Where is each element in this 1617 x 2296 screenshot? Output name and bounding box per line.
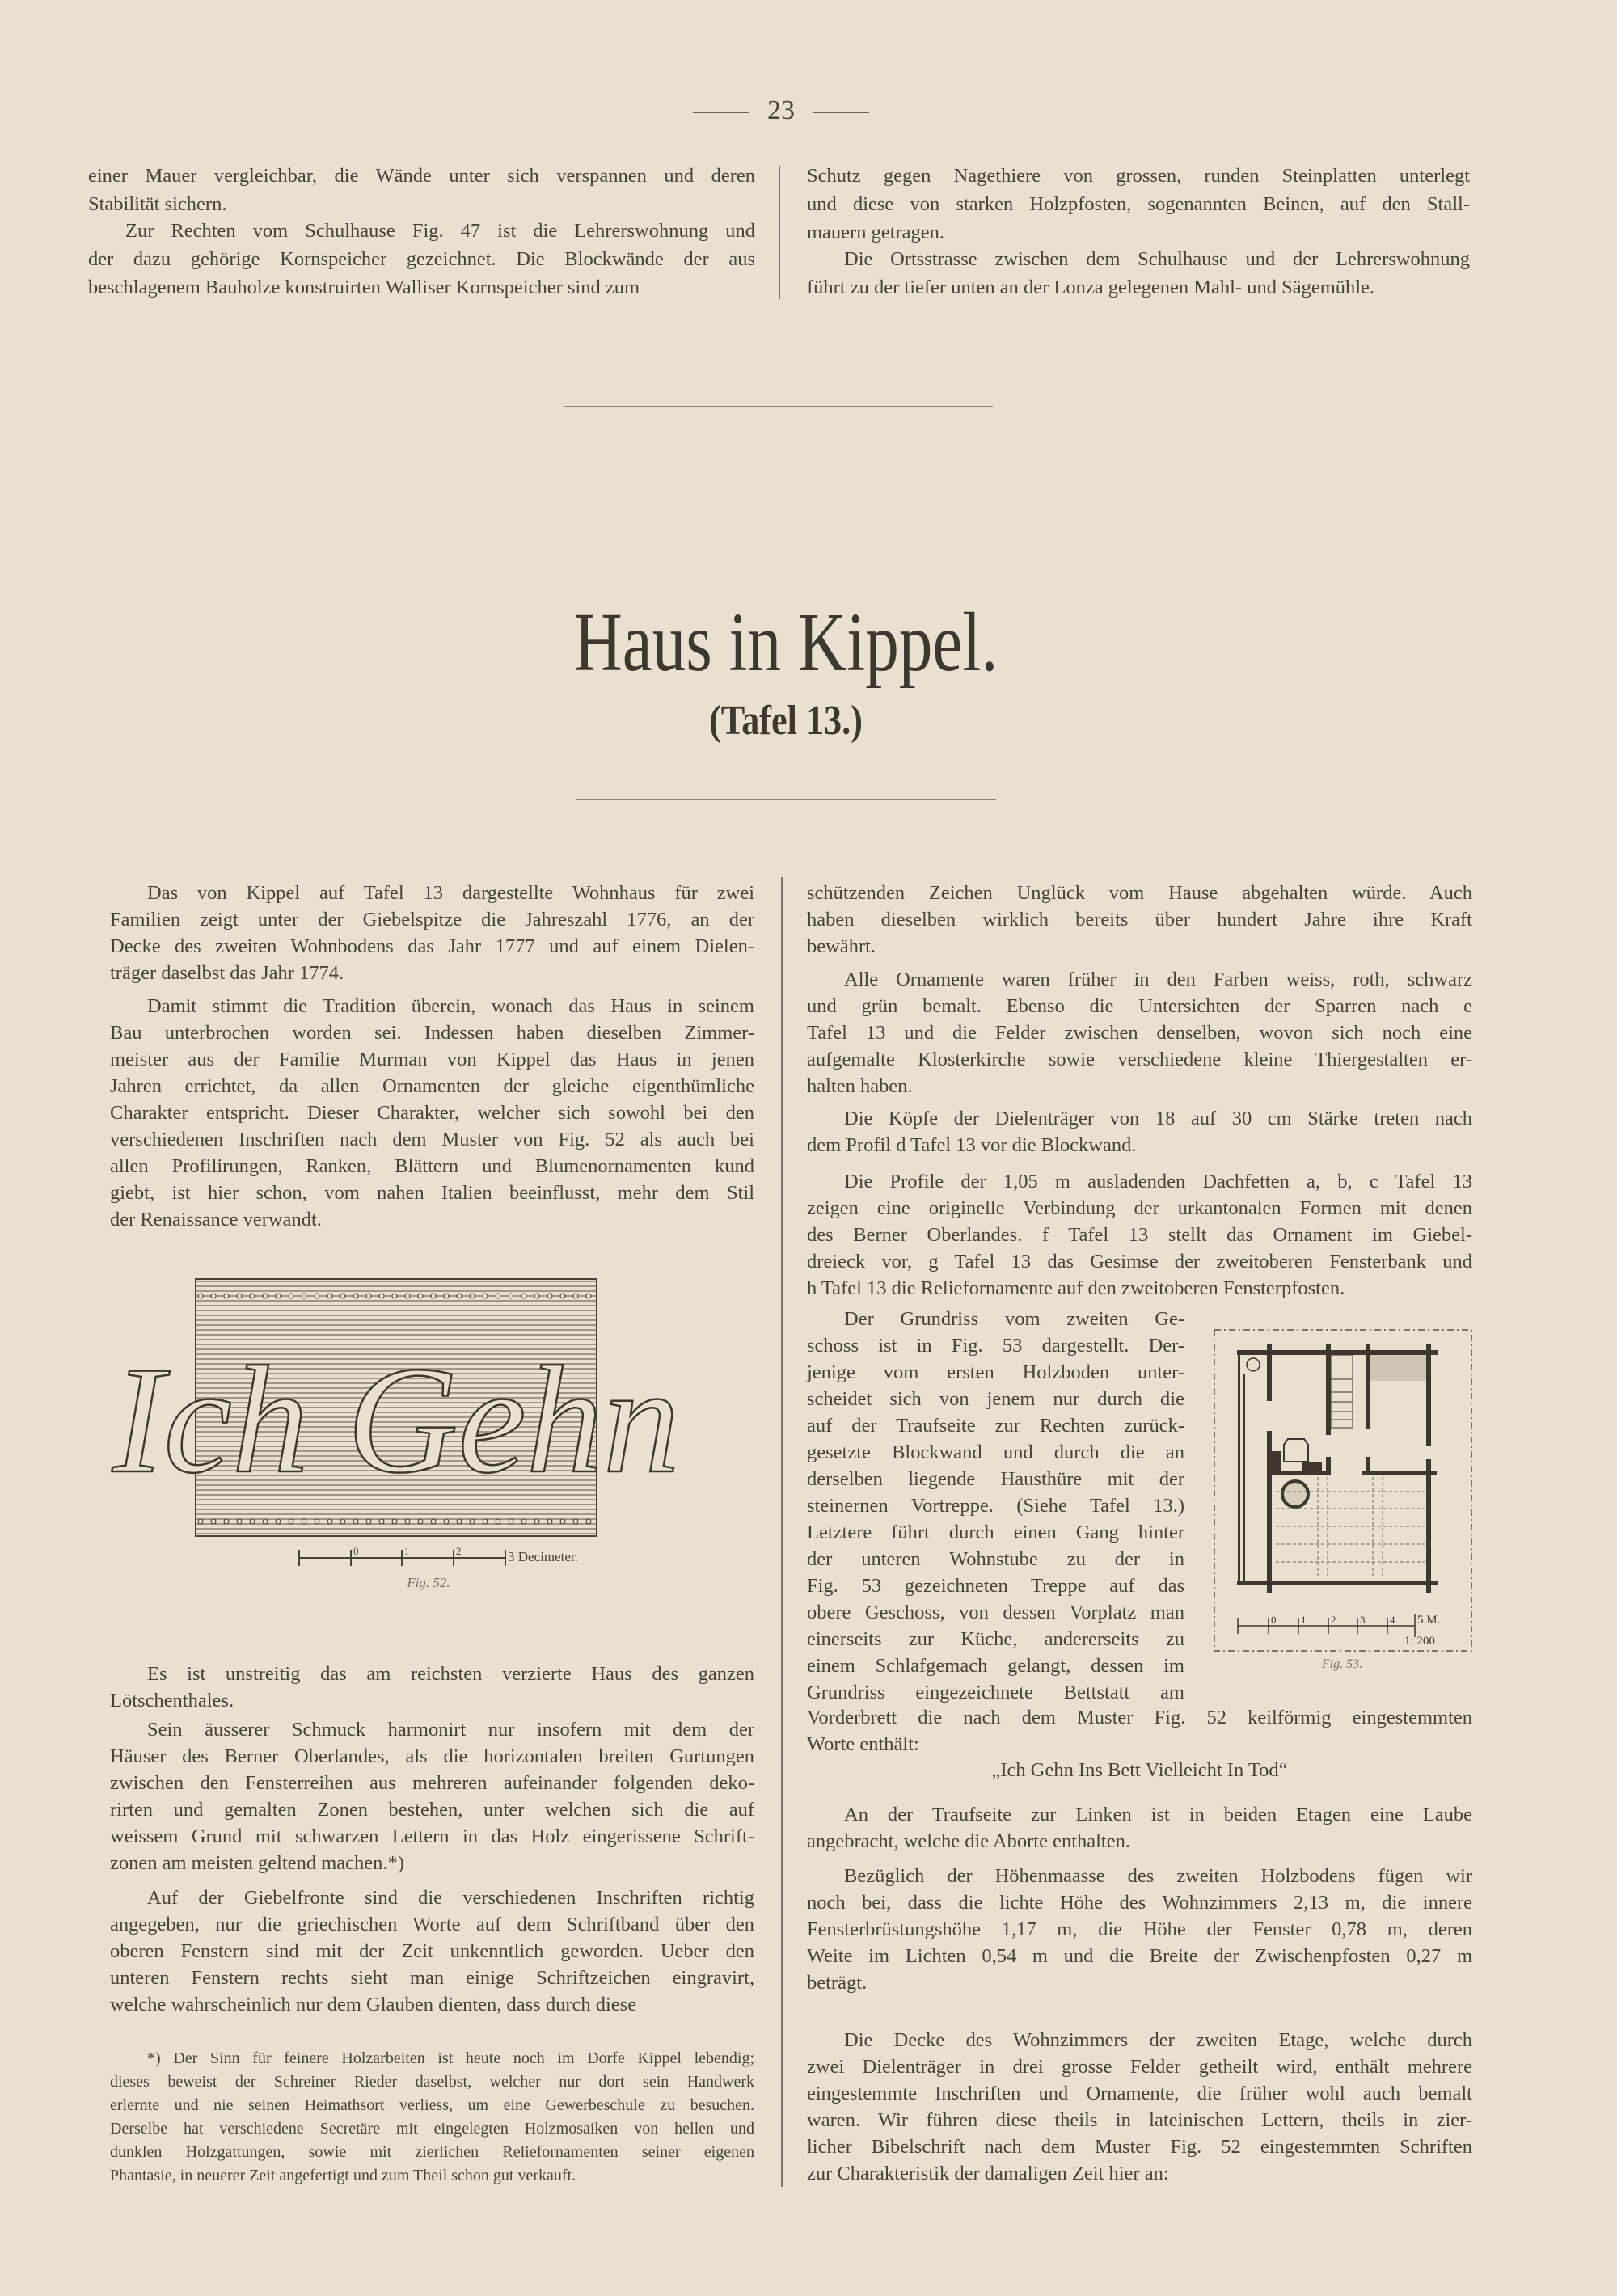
ornament-dot: [534, 1294, 539, 1298]
top-left-para-1: [88, 162, 755, 218]
text-line: Fig. 53 gezeichneten Treppe auf das: [807, 1575, 1184, 1597]
scale-label-2: 2: [456, 1545, 462, 1557]
ornament-dot: [509, 1519, 513, 1524]
text-line: aufgemalte Klosterkirche sowie verschiedene kleine Thiergestalten er-: [807, 1049, 1472, 1070]
text-line: führt zu der tiefer unten an der Lonza gelegenen Mahl- und Sägemühle.: [807, 276, 1375, 298]
text-line: zwischen den Fensterreihen aus mehreren aufeinander folgenden deko-: [110, 1772, 754, 1794]
text-line: Lötschenthales.: [110, 1690, 234, 1711]
ornament-dot: [276, 1519, 281, 1524]
text-line: einer Mauer vergleichbar, die Wände unter sich verspannen und deren: [88, 165, 755, 187]
text-line: Worte enthält:: [807, 1733, 919, 1755]
text-line: Weite im Lichten 0,54 m und die Breite der Zwischenpfosten 0,27 m: [807, 1945, 1472, 1967]
column-divider-top: [779, 166, 780, 299]
inscription-lettering: Ich Gehn: [112, 1336, 680, 1505]
ornament-dot: [224, 1294, 229, 1298]
right-para-5-cont: [807, 1704, 1472, 1758]
ornament-dot: [211, 1519, 216, 1524]
text-line: Die Ortsstrasse zwischen dem Schulhause und der Lehrerswohnung: [844, 248, 1470, 270]
ornament-dot: [496, 1294, 500, 1298]
ornament-dot: [211, 1294, 216, 1298]
left-para-3: [110, 1661, 754, 1714]
ornament-dot: [224, 1519, 229, 1524]
plan-scale-2: 2: [1331, 1614, 1336, 1626]
ornament-dot: [237, 1294, 242, 1298]
text-line: der Renaissance verwandt.: [110, 1209, 322, 1230]
bed-hatch: [1370, 1355, 1426, 1381]
text-line: mauern getragen.: [807, 222, 945, 243]
text-line: zur Charakteristik der damaligen Zeit hier an:: [807, 2163, 1169, 2184]
ornament-dot: [521, 1294, 526, 1298]
right-para-1: [807, 880, 1472, 960]
text-line: Letztere führt durch einen Gang hinter: [807, 1522, 1184, 1543]
ornament-dot: [327, 1294, 332, 1298]
text-line: Das von Kippel auf Tafel 13 dargestellte Wohnhaus für zwei: [147, 882, 754, 904]
text-line: verschiedenen Inschriften nach dem Muster von Fig. 52 als auch bei: [110, 1129, 754, 1150]
top-right-para-1: [807, 162, 1470, 247]
left-para-4: [110, 1716, 754, 1876]
right-para-2: [807, 966, 1472, 1099]
ornament-dot: [444, 1294, 449, 1298]
staircase: [1331, 1355, 1353, 1428]
text-line: licher Bibelschrift nach dem Muster Fig. 52 eingestemmten Schriften: [807, 2136, 1472, 2158]
text-line: Bezüglich der Höhenmaasse des zweiten Holzbodens fügen wir: [844, 1865, 1472, 1887]
text-line: beschlagenem Bauholze konstruirten Walliser Kornspeicher sind zum: [88, 276, 640, 298]
ornament-dot: [560, 1294, 565, 1298]
left-para-2: [110, 993, 754, 1233]
plan-scale-5: 5 M.: [1417, 1614, 1441, 1627]
stove: [1282, 1481, 1308, 1507]
right-para-7: [807, 1863, 1472, 1996]
ornament-dot: [392, 1519, 397, 1524]
ornament-dot: [521, 1519, 526, 1524]
text-line: und grün bemalt. Ebenso die Untersichten der Sparren nach e: [807, 995, 1472, 1017]
ornament-dot: [366, 1294, 371, 1298]
text-line: angebracht, welche die Aborte enthalten.: [807, 1830, 1130, 1852]
ornament-dot: [263, 1294, 268, 1298]
section-rule-bottom: [576, 799, 996, 800]
ornament-dot: [276, 1294, 281, 1298]
ornament-dot: [263, 1519, 268, 1524]
ornament-dot: [573, 1294, 578, 1298]
ornament-dot: [405, 1519, 410, 1524]
text-line: Familien zeigt unter der Giebelspitze die Jahreszahl 1776, an der: [110, 909, 754, 931]
ornament-dot: [289, 1294, 293, 1298]
scale-label-1: 1: [404, 1545, 410, 1557]
left-para-1: [110, 880, 754, 986]
text-line: einerseits zur Küche, andererseits zu: [807, 1628, 1184, 1650]
ornament-dot: [547, 1294, 552, 1298]
hearth-circle: [1247, 1358, 1260, 1371]
text-line: derselben liegende Hausthüre mit der: [807, 1468, 1184, 1490]
text-line: Derselbe hat verschiedene Secretäre mit eingelegten Holzmosaiken von hellen und: [110, 2120, 754, 2138]
ornament-dot: [289, 1519, 293, 1524]
text-line: weissem Grund mit schwarzen Lettern in das Holz eingerissene Schrift-: [110, 1825, 754, 1847]
scale-label-0: 0: [353, 1545, 359, 1557]
right-para-5: [807, 1306, 1184, 1706]
ornament-dot: [237, 1519, 242, 1524]
text-line: der unteren Wohnstube zu der in: [807, 1548, 1184, 1570]
text-line: halten haben.: [807, 1075, 913, 1097]
text-line: Auf der Giebelfronte sind die verschiedenen Inschriften richtig: [147, 1887, 754, 1909]
figure-52-inscription: [112, 1269, 687, 1609]
text-line: träger daselbst das Jahr 1774.: [110, 962, 344, 984]
text-line: allen Profilirungen, Ranken, Blättern und Blumenornamenten kund: [110, 1155, 754, 1177]
scale-bar-53: [1238, 1614, 1415, 1637]
text-line: Grundriss eingezeichnete Bettstatt am: [807, 1682, 1184, 1703]
text-line: zeigen eine originelle Verbindung der urkantonalen Formen mit denen: [807, 1197, 1472, 1219]
ornament-dot: [431, 1294, 436, 1298]
page-number: [0, 95, 1562, 126]
text-line: dreieck vor, g Tafel 13 das Gesimse der zweitoberen Fensterbank und: [807, 1251, 1472, 1273]
ornament-dot: [431, 1519, 436, 1524]
ornament-dot: [315, 1294, 319, 1298]
text-line: Bau unterbrochen worden sei. Indessen haben dieselben Zimmer-: [110, 1022, 754, 1044]
plan-scale-4: 4: [1390, 1614, 1395, 1626]
text-line: des Berner Oberlandes. f Tafel 13 stellt das Ornament im Giebel-: [807, 1224, 1472, 1246]
ornament-dot: [340, 1519, 345, 1524]
text-line: Charakter entspricht. Dieser Charakter, welcher sich sowohl bei den: [110, 1102, 754, 1124]
text-line: oberen Fenstern sind mit der Zeit unkenntlich geworden. Ueber den: [110, 1940, 754, 1962]
ornament-dot: [483, 1519, 488, 1524]
text-line: einem Schlafgemach gelangt, dessen im: [807, 1655, 1184, 1677]
plan-walls: [1237, 1344, 1438, 1593]
page-subtitle: (Tafel 13.): [709, 698, 863, 744]
text-line: scheidet sich von jenem nur durch die: [807, 1388, 1184, 1410]
text-line: Alle Ornamente waren früher in den Farben weiss, roth, schwarz: [844, 969, 1472, 990]
ornament-dot: [586, 1294, 591, 1298]
column-divider: [781, 877, 783, 2187]
text-line: schützenden Zeichen Unglück vom Hause abgehalten würde. Auch: [807, 882, 1472, 904]
ornament-dot: [560, 1519, 565, 1524]
plan-scale-0: 0: [1271, 1614, 1277, 1626]
text-line: welche wahrscheinlich nur dem Glauben dienten, dass durch diese: [110, 1994, 637, 2015]
ornament-dot: [457, 1519, 462, 1524]
figure-53-floor-plan: [1205, 1318, 1496, 1682]
plan-scale-ratio: 1: 200: [1404, 1635, 1435, 1648]
inscription-quote: „Ich Gehn Ins Bett Vielleicht In Tod“: [991, 1759, 1288, 1781]
text-line: Die Köpfe der Dielenträger von 18 auf 30 cm Stärke treten nach: [844, 1108, 1472, 1129]
ornament-dot: [457, 1294, 462, 1298]
footnote: [110, 2047, 754, 2188]
left-para-5: [110, 1884, 754, 2018]
ornament-dot: [327, 1519, 332, 1524]
ornament-dot: [366, 1519, 371, 1524]
text-line: bewährt.: [807, 935, 876, 957]
text-line: auf der Traufseite zur Rechten zurück-: [807, 1415, 1184, 1437]
right-para-6: [807, 1801, 1472, 1855]
text-line: dunklen Holzgattungen, sowie mit zierlichen Reliefornamenten seiner eigenen: [110, 2143, 754, 2161]
text-line: jenige vom ersten Holzboden unter-: [807, 1361, 1184, 1383]
text-line: *) Der Sinn für feinere Holzarbeiten ist heute noch im Dorfe Kippel lebendig;: [147, 2049, 754, 2067]
ornament-dot: [470, 1519, 475, 1524]
right-para-3: [807, 1105, 1472, 1159]
ornament-dot: [250, 1519, 255, 1524]
text-line: Der Grundriss vom zweiten Ge-: [844, 1308, 1184, 1330]
text-line: Häuser des Berner Oberlandes, als die horizontalen breiten Gurtungen: [110, 1745, 754, 1767]
text-line: Damit stimmt die Tradition überein, wonach das Haus in seinem: [147, 995, 754, 1017]
scale-label-3: 3 Decimeter.: [508, 1549, 578, 1564]
text-line: Es ist unstreitig das am reichsten verzierte Haus des ganzen: [147, 1663, 754, 1685]
page-title: Haus in Kippel.: [573, 596, 998, 689]
text-line: haben dieselben wirklich bereits über hundert Jahre ihre Kraft: [807, 909, 1472, 931]
ornament-dot: [302, 1294, 306, 1298]
figure-52-caption: Fig. 52.: [407, 1575, 450, 1590]
text-line: der dazu gehörige Kornspeicher gezeichnet. Die Blockwände der aus: [88, 248, 755, 270]
text-line: Sein äusserer Schmuck harmonirt nur insofern mit dem der: [147, 1719, 754, 1741]
text-line: waren. Wir führen diese theils in lateinischen Lettern, theils in zier-: [807, 2109, 1472, 2131]
text-line: zonen am meisten geltend machen.*): [110, 1852, 404, 1874]
text-line: An der Traufseite zur Linken ist in beiden Etagen eine Laube: [844, 1804, 1472, 1825]
ornament-dot: [573, 1519, 578, 1524]
text-line: Schutz gegen Nagethiere von grossen, runden Steinplatten unterlegt: [807, 165, 1470, 187]
ornament-dot: [496, 1519, 500, 1524]
page-number-text: 23: [767, 95, 795, 125]
text-line: Zur Rechten vom Schulhause Fig. 47 ist die Lehrerswohnung und: [125, 220, 755, 242]
text-line: eingestemmte Inschriften und Ornamente, die früher wohl auch bemalt: [807, 2083, 1472, 2104]
section-rule-top: [564, 406, 993, 407]
text-line: beträgt.: [807, 1972, 868, 1994]
top-right-para-2: [807, 245, 1470, 302]
ornament-dot: [392, 1294, 397, 1298]
ornament-dot: [586, 1519, 591, 1524]
text-line: Stabilität sichern.: [88, 193, 227, 215]
ornament-dot: [198, 1519, 203, 1524]
ornament-dot: [250, 1294, 255, 1298]
ornament-dot: [379, 1519, 384, 1524]
text-line: schoss ist in Fig. 53 dargestellt. Der-: [807, 1335, 1184, 1357]
ornament-dot: [444, 1519, 449, 1524]
text-line: angegeben, nur die griechischen Worte auf dem Schriftband über den: [110, 1914, 754, 1935]
text-line: obere Geschoss, von dessen Vorplatz man: [807, 1602, 1184, 1623]
text-line: steinernen Vortreppe. (Siehe Tafel 13.): [807, 1495, 1184, 1517]
text-line: zwei Dielenträger in drei grosse Felder getheilt wird, enthält mehrere: [807, 2056, 1472, 2078]
ornament-dot: [198, 1294, 203, 1298]
ornament-dot: [483, 1294, 488, 1298]
ornament-dot: [547, 1519, 552, 1524]
ornament-dot: [470, 1294, 475, 1298]
text-line: dieses beweist der Schreiner Rieder daselbst, welcher nur dort sein Handwerk: [110, 2073, 754, 2091]
ornament-dot: [418, 1294, 423, 1298]
text-line: Jahren errichtet, da allen Ornamenten der gleiche eigenthümliche: [110, 1075, 754, 1097]
text-line: h Tafel 13 die Reliefornamente auf den zweitoberen Fensterpfosten.: [807, 1277, 1345, 1299]
text-line: rirten und gemalten Zonen bestehen, unter welchen sich die auf: [110, 1799, 754, 1821]
text-line: gesetzte Blockwand und durch die an: [807, 1441, 1184, 1463]
right-para-4: [807, 1168, 1472, 1302]
figure-53-caption: Fig. 53.: [1321, 1657, 1363, 1671]
ornament-dot: [302, 1519, 306, 1524]
ornament-dot: [534, 1519, 539, 1524]
text-line: meister aus der Familie Murman von Kippel das Haus in jenen: [110, 1049, 754, 1070]
text-line: dem Profil d Tafel 13 vor die Blockwand.: [807, 1134, 1137, 1156]
text-line: Tafel 13 und die Felder zwischen denselben, wovon sich noch eine: [807, 1022, 1472, 1044]
text-line: Phantasie, in neuerer Zeit angefertigt und zum Theil schon gut verkauft.: [110, 2167, 576, 2184]
ornament-dot: [418, 1519, 423, 1524]
plan-scale-1: 1: [1301, 1614, 1307, 1626]
ornament-dot: [405, 1294, 410, 1298]
top-left-para-2: [88, 217, 755, 302]
ornament-dot: [379, 1294, 384, 1298]
text-line: Die Decke des Wohnzimmers der zweiten Etage, welche durch: [844, 2029, 1472, 2051]
plan-border: [1214, 1330, 1471, 1651]
text-line: Vorderbrett die nach dem Muster Fig. 52 keilförmig eingestemmten: [807, 1707, 1472, 1728]
ornament-dot: [509, 1294, 513, 1298]
text-line: Decke des zweiten Wohnbodens das Jahr 1777 und auf einem Dielen-: [110, 935, 754, 957]
text-line: erlernte und nie seinen Heimathsort verliess, um eine Gewerbeschule zu besuchen.: [110, 2096, 754, 2114]
text-line: giebt, ist hier schon, vom nahen Italien beeinflusst, mehr dem Stil: [110, 1182, 754, 1204]
text-line: unteren Fenstern rechts sieht man einige Schriftzeichen eingravirt,: [110, 1967, 754, 1989]
right-para-8: [807, 2027, 1472, 2187]
scale-bar-52: [299, 1550, 505, 1566]
text-line: Fensterbrüstungshöhe 1,17 m, die Höhe der Fenster 0,78 m, deren: [807, 1918, 1472, 1940]
ornament-dot: [315, 1519, 319, 1524]
ornament-dot: [353, 1294, 358, 1298]
ornament-dot: [340, 1294, 345, 1298]
text-line: Die Profile der 1,05 m ausladenden Dachfetten a, b, c Tafel 13: [844, 1171, 1472, 1192]
ornament-dot: [353, 1519, 358, 1524]
text-line: und diese von starken Holzpfosten, sogenannten Beinen, auf den Stall-: [807, 193, 1470, 215]
chimney: [1284, 1439, 1308, 1462]
plan-scale-3: 3: [1360, 1614, 1366, 1626]
text-line: noch bei, dass die lichte Höhe des Wohnzimmers 2,13 m, die innere: [807, 1892, 1472, 1914]
